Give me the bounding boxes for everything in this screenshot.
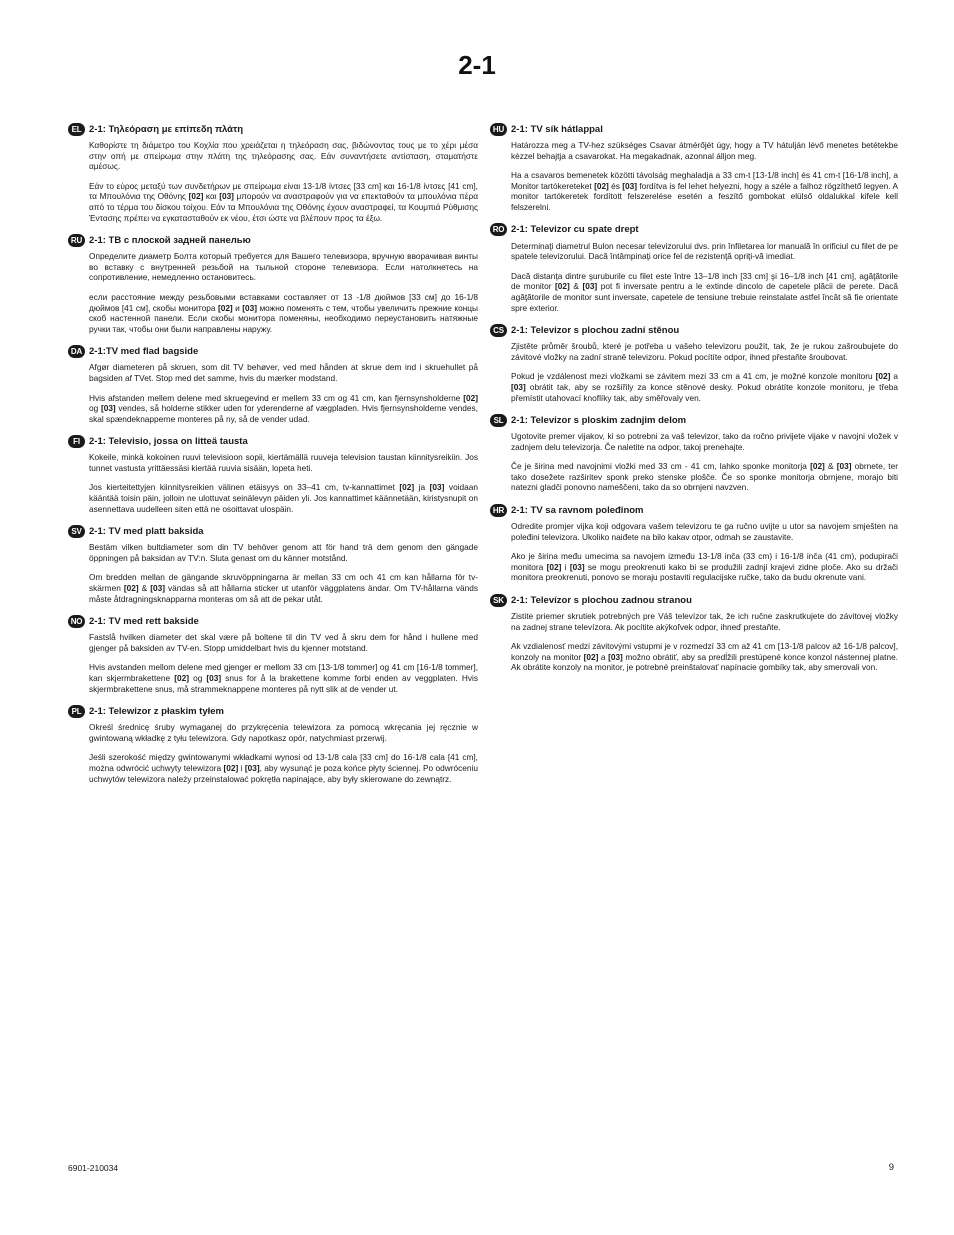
text-run: Ako je širina među umecima sa navojem između 13-1/8 inča (33 cm) i 16-1/8 inča (41 cm), podupirači monitora (511, 551, 898, 572)
text-run: fordítva is fel lehet helyezni, hogy a széle a falhoz rögzíthető legyen. A monitor tartókeretek fordított felszerelése esetén a feszítő gombokat elülső oldalukkal kifele kell felszerelni. (511, 180, 898, 212)
section-sk (490, 593, 898, 673)
part-reference: [03] (150, 583, 165, 594)
text-run: & (569, 281, 583, 292)
section-header (490, 503, 898, 517)
part-reference: [02] (123, 583, 139, 594)
section-sv (68, 524, 478, 604)
section-heading: 2-1: TV med platt baksida (89, 525, 204, 537)
text-run: se mogu preokrenuti kako bi se produžili zadnji krajevi zidne ploče. Ako su držači monitora preokrenuti, ponovo se moraju postaviti regulacijske ručke, tako da budu okrenute vani. (511, 561, 898, 583)
text-run: μπορούν να αναστραφούν για να επεκταθούν τα μπουλόνια πέρα από το τέρμα του δίσκου τοίχου. Εάν τα Μπουλόνια της Οθόνης έχουν αναστραφεί, τα Κουμπιά Ρύθμισης Έντασης πρέπει να εγκατασταθούν εκ νέου, έτσι ώστε να βλέπουν προς τα έξω. (89, 191, 478, 223)
part-reference: [03] (242, 302, 257, 313)
text-run: i (561, 561, 570, 572)
text-run: Hvis avstanden mellom delene med gjenger er mellom 33 cm [13-1/8 tommer] og 41 cm [16-1/8 tommer], kan skjermbrakettene (89, 662, 478, 683)
section-heading: 2-1: Televisio, jossa on litteä tausta (89, 435, 248, 447)
section-header (68, 524, 478, 538)
text-run: og (188, 673, 207, 683)
text-run: Εάν το εύρος μεταξύ των συνδετήρων με σπείρωμα είναι 13-1/8 ίντσες [33 cm] και 16-1/8 ίντσες [41 cm], τα Μπουλόνια της Οθόνης (89, 180, 478, 202)
text-run: vendes, så holderne stikker uden for yderenderne af vægpladen. Hvis fjernsynsholderne vendes, skal spændeknapperne monteres på ny, så de vender udad. (89, 403, 478, 424)
paragraph (511, 140, 898, 161)
part-reference: [02] (546, 561, 562, 572)
paragraph (511, 551, 898, 583)
part-reference: [03] (622, 180, 638, 191)
language-badge: DA (68, 345, 85, 358)
paragraph (511, 241, 898, 262)
left-column (68, 122, 478, 794)
paragraph (89, 662, 478, 694)
part-reference: [03] (244, 762, 260, 773)
part-reference: [02] (875, 371, 891, 382)
section-heading: 2-1:TV med flad bagside (89, 345, 199, 357)
section-header (68, 434, 478, 448)
paragraph (89, 542, 478, 563)
paragraph (511, 371, 898, 403)
section-heading: 2-1: Televizor s ploskim zadnjim delom (511, 414, 687, 426)
section-heading: 2-1: Televízor s plochou zadnou stranou (511, 594, 692, 606)
text-run: Om bredden mellan de gängande skruvöppningarna är mellan 33 cm och 41 cm kan hållarna för tv-skärmen (89, 572, 478, 594)
text-run: Ak vzdialenosť medzi závitovými vstupmi je v rozmedzí 33 cm až 41 cm [13-1/8 palcov až 16-1/8 palcov], konzoly na monitor (511, 641, 898, 662)
text-run: Zjistěte průměr šroubů, které je potřeba u vašeho televizoru použít, tak, že je rukou zašroubujete do závitové vložky na zadní straně televizoru. Pokud pocítíte odpor, ihned přestaňte šroubovat. (511, 341, 898, 362)
text-run: Określ średnicę śruby wymaganej do przykręcenia telewizora za pomocą wkręcania jej ręcznie w gwintowaną wkładkę z tyłu telewizora. Gdy napotkasz opór, natychmiast przerwij. (89, 722, 478, 743)
language-badge: NO (68, 615, 85, 628)
part-reference: [02] (463, 392, 478, 403)
part-reference: [03] (100, 403, 116, 414)
language-badge: SL (490, 414, 507, 427)
text-run: obrátit tak, aby se rozšířily za konce stěnové desky. Pokud obrátíte konzole monitoru, je třeba přemístit utahovací knoflíky tak, aby směřovaly ven. (511, 381, 898, 403)
page-title: 2-1 (458, 50, 496, 80)
text-run: και (203, 191, 220, 202)
paragraph (89, 140, 478, 172)
text-run: a (890, 371, 898, 382)
text-run: og (89, 403, 101, 414)
section-header (490, 593, 898, 607)
text-run: Καθορίστε τη διάμετρο του Κοχλία που χρειάζεται η τηλεόραση σας, βιδώνοντας τους με το χέρι μέσα στην οπή με σπείρωμα στην πλάτη της τηλεόρασης σας. Εάν συναντήσετε αντίσταση, σταματήστε αμέσως. (89, 140, 478, 172)
paragraph (89, 292, 478, 334)
text-run: Bestäm vilken bultdiameter som din TV behöver genom att för hand trä dem genom den gängade öppningen på baksidan av TV:n. Sluta genast om du känner motstånd. (89, 542, 478, 563)
part-reference: [03] (836, 461, 852, 472)
text-run: voidaan kääntää toisin päin, jolloin ne ulottuvat seinälevyn päiden yli. Jos kannattimet käännetään, kiristysnupit on asennettava uudelleen siten että ne osoittavat ulospäin. (89, 482, 478, 514)
part-reference: [03] (582, 281, 598, 292)
paragraph (89, 452, 478, 473)
part-reference: [03] (429, 482, 445, 493)
text-run: Jeśli szerokość między gwintowanymi wkładkami wynosi od 13-1/8 cala [33 cm] do 16-1/8 cala [41 cm], można odwrócić uchwyty telewizora (89, 752, 478, 773)
text-run: можно поменять с тем, чтобы увеличить прежние концы скоб настенной панели. Если скобы монитора поменяны, необходимо переустановить натяжные ручки так, чтобы они были направлены наружу. (89, 302, 478, 334)
paragraph (89, 752, 478, 784)
section-pl (68, 704, 478, 784)
paragraph (89, 482, 478, 514)
section-heading: 2-1: TV sík hátlappal (511, 123, 603, 135)
language-badge: PL (68, 705, 85, 718)
paragraph (89, 251, 478, 283)
text-run: , aby wysunąć je poza końce płyty ściennej. Po odwróceniu uchwytów telewizora należy przeinstalować pokrętła napinające, aby były skierowane do zewnątrz. (89, 762, 478, 784)
section-sl (490, 413, 898, 493)
section-da (68, 344, 478, 424)
text-run: & (824, 461, 837, 472)
section-el (68, 122, 478, 223)
section-heading: 2-1: ТВ с плоской задней панелью (89, 234, 251, 246)
paragraph (89, 362, 478, 383)
text-run: Odredite promjer vijka koji odgovara vašem televizoru te ga ručno uvijte u utor sa navojem smješten na poleđini televizora. Ukoliko naiđete na bilo kakav otpor, odmah se zaustavite. (511, 521, 898, 542)
text-run: Határozza meg a TV-hez szükséges Csavar átmérőjét úgy, hogy a TV hátulján lévő menetes betétekbe kézzel behajtja a csavarokat. Ha megakadnak, azonnal álljon meg. (511, 140, 898, 161)
paragraph (511, 341, 898, 362)
text-run: Dacă distanţa dintre şuruburile cu filet este între 13–1/8 inch [33 cm] şi 16–1/8 inch [41 cm], agăţătorile de monitor (511, 270, 898, 292)
language-badge: CS (490, 324, 507, 337)
part-reference: [03] (569, 561, 585, 572)
part-reference: [02] (217, 302, 233, 313)
part-reference: [03] (206, 673, 222, 683)
section-heading: 2-1: Televizor s plochou zadní stěnou (511, 324, 680, 336)
language-badge: RO (490, 223, 507, 236)
section-header (490, 223, 898, 237)
text-run: Jos kierteitettyjen kiinnitysreikien välinen etäisyys on 33–41 cm, tv-kannattimet (89, 482, 400, 493)
part-reference: [02] (583, 651, 599, 662)
paragraph (511, 271, 898, 313)
paragraph (511, 521, 898, 542)
paragraph (89, 572, 478, 604)
section-heading: 2-1: Televizor cu spate drept (511, 224, 639, 236)
part-reference: [02] (188, 191, 204, 202)
section-no (68, 614, 478, 694)
section-heading: 2-1: Τηλεόραση με επίπεδη πλάτη (89, 123, 244, 135)
part-reference: [02] (223, 762, 239, 773)
language-badge: EL (68, 123, 85, 136)
text-run: ja (414, 482, 430, 493)
paragraph (511, 641, 898, 673)
paragraph (89, 393, 478, 425)
section-header (68, 233, 478, 247)
text-run: Kokeile, minkä kokoinen ruuvi televisioon sopii, kiertämällä ruuveja television taustan kiinnitysreikiin. Jos tunnet vastusta yrittäessäsi kiertää ruuvia sisään, lopeta heti. (89, 452, 478, 473)
part-reference: [03] (511, 381, 526, 392)
paragraph (511, 611, 898, 632)
section-hu (490, 122, 898, 213)
text-run: i (238, 762, 245, 773)
language-badge: RU (68, 234, 85, 247)
section-ro (490, 223, 898, 314)
text-run: Ugotovite premer vijakov, ki so potrebni za vaš televizor, tako da ročno privijete vijake v navojni vložek v zadnjem delu televizorja. Če naletite na odpor, takoj prenehajte. (511, 431, 898, 452)
text-run: vändas så att hållarna sticker ut utanför väggplatens ändar. Om TV-hållarna vänds måste åtdragningsknapparna monteras om så att de pekar utåt. (89, 583, 478, 604)
part-reference: [02] (174, 673, 189, 683)
text-run: Zistite priemer skrutiek potrebných pre Váš televízor tak, že ich ručne zaskrutkujete do závitovej vložky na zadnej strane televízora. Ak pocítite akýkoľvek odpor, ihneď prestaňte. (511, 611, 898, 632)
language-badge: HR (490, 504, 507, 517)
section-header (68, 614, 478, 628)
paragraph (89, 632, 478, 653)
section-heading: 2-1: TV med rett bakside (89, 615, 199, 627)
part-reference: [03] (608, 651, 623, 662)
section-header (490, 413, 898, 427)
section-cs (490, 323, 898, 403)
text-run: Afgør diameteren på skruen, som dit TV behøver, ved med hånden at skrue dem ind i skruehullet på bagsiden af TVet. Stop med det samme, hvis du mærker modstand. (89, 362, 478, 383)
section-hr (490, 503, 898, 583)
right-column (490, 122, 898, 683)
text-run: a (598, 651, 609, 662)
paragraph (511, 431, 898, 452)
section-header (68, 122, 478, 136)
section-header (490, 323, 898, 337)
part-reference: [02] (555, 281, 570, 292)
section-header (68, 704, 478, 718)
text-run: és (608, 180, 623, 191)
part-reference: [02] (594, 180, 609, 191)
text-run: Pokud je vzdálenost mezi vložkami se závitem mezi 33 cm a 41 cm, je možné konzole monitoru (511, 371, 876, 382)
text-run: Hvis afstanden mellem delene med skruegevind er mellem 33 cm og 41 cm, kan fjernsynsholderne (89, 392, 464, 403)
part-reference: [02] (399, 482, 415, 493)
text-run: Determinaţi diametrul Bulon necesar televizorului dvs. prin înfiletarea lor manuală în orificiul cu filet de pe spatele televizorului. Dacă întâmpinaţi orice fel de rezistenţă opriţi-vă imediat. (511, 240, 898, 262)
language-badge: FI (68, 435, 85, 448)
language-badge: HU (490, 123, 507, 136)
page-number: 9 (888, 1162, 894, 1173)
text-run: snus for å la brakettene komme forbi enden av veggplaten. Hvis skjermbrakettene snus, må strammeknappene monteres på nytt slik at de vender ut. (89, 673, 478, 694)
text-run: Če je širina med navojnimi vložki med 33 cm - 41 cm, lahko sponke monitorja (511, 461, 811, 472)
part-reference: [03] (219, 191, 234, 202)
text-run: pot fi inversate pentru a le extinde dincolo de capetele plăcii de perete. Dacă agăţătorile de monitor sunt inversate, capetele de tensiune trebuie reinstalate astfel încât să fie orientate spre exterior. (511, 281, 898, 313)
text-run: obrnete, ter tako dosežete razširitev sponk preko stenske plošče. Če so sponke monitorja obrnjene, morajo biti natezni gladči ponovno nameščeni, tako da so obrnjeni navzven. (511, 461, 898, 493)
language-badge: SK (490, 594, 507, 607)
text-run: & (138, 583, 151, 594)
section-heading: 2-1: TV sa ravnom poleđinom (511, 504, 644, 516)
text-run: Определите диаметр Болта который требуется для Вашего телевизора, вручную вворачивая винты во вставку с внутренней резьбой на тыльной стороне телевизора. Если натолкнетесь на сопротивление, немедленно остановитесь. (89, 251, 478, 283)
section-header (490, 122, 898, 136)
paragraph (511, 170, 898, 212)
text-run: možno obrátiť, aby sa predĺžili prestúpené konce konzol nástennej platne. Ak obrátite konzoly na monitor, je potrebné preinštalovať napínacie gombíky tak, aby smerovali von. (511, 651, 898, 673)
paragraph (511, 461, 898, 493)
section-heading: 2-1: Telewizor z płaskim tyłem (89, 705, 224, 717)
text-run: Ha a csavaros bemenetek közötti távolság meghaladja a 33 cm-t [13-1/8 inch] és 41 cm-t [16-1/8 inch], a Monitor tartókereteket (511, 170, 898, 191)
section-ru (68, 233, 478, 334)
section-header (68, 344, 478, 358)
part-reference: [02] (810, 461, 825, 472)
text-run: и (232, 302, 243, 313)
paragraph (89, 722, 478, 743)
text-run: Fastslå hvilken diameter det skal være på boltene til din TV ved å skru dem for hånd i hullene med gjenger på baksiden av TV-en. Stopp umiddelbart hvis du kjenner motstand. (89, 632, 478, 653)
section-fi (68, 434, 478, 514)
text-run: если расстояние между резьбовыми вставками составляет от 13 -1/8 дюймов [33 см] до 16-1/8 дюймов [41 см], скобы монитора (89, 291, 478, 313)
document-code: 6901-210034 (68, 1163, 119, 1173)
paragraph (89, 181, 478, 223)
language-badge: SV (68, 525, 85, 538)
